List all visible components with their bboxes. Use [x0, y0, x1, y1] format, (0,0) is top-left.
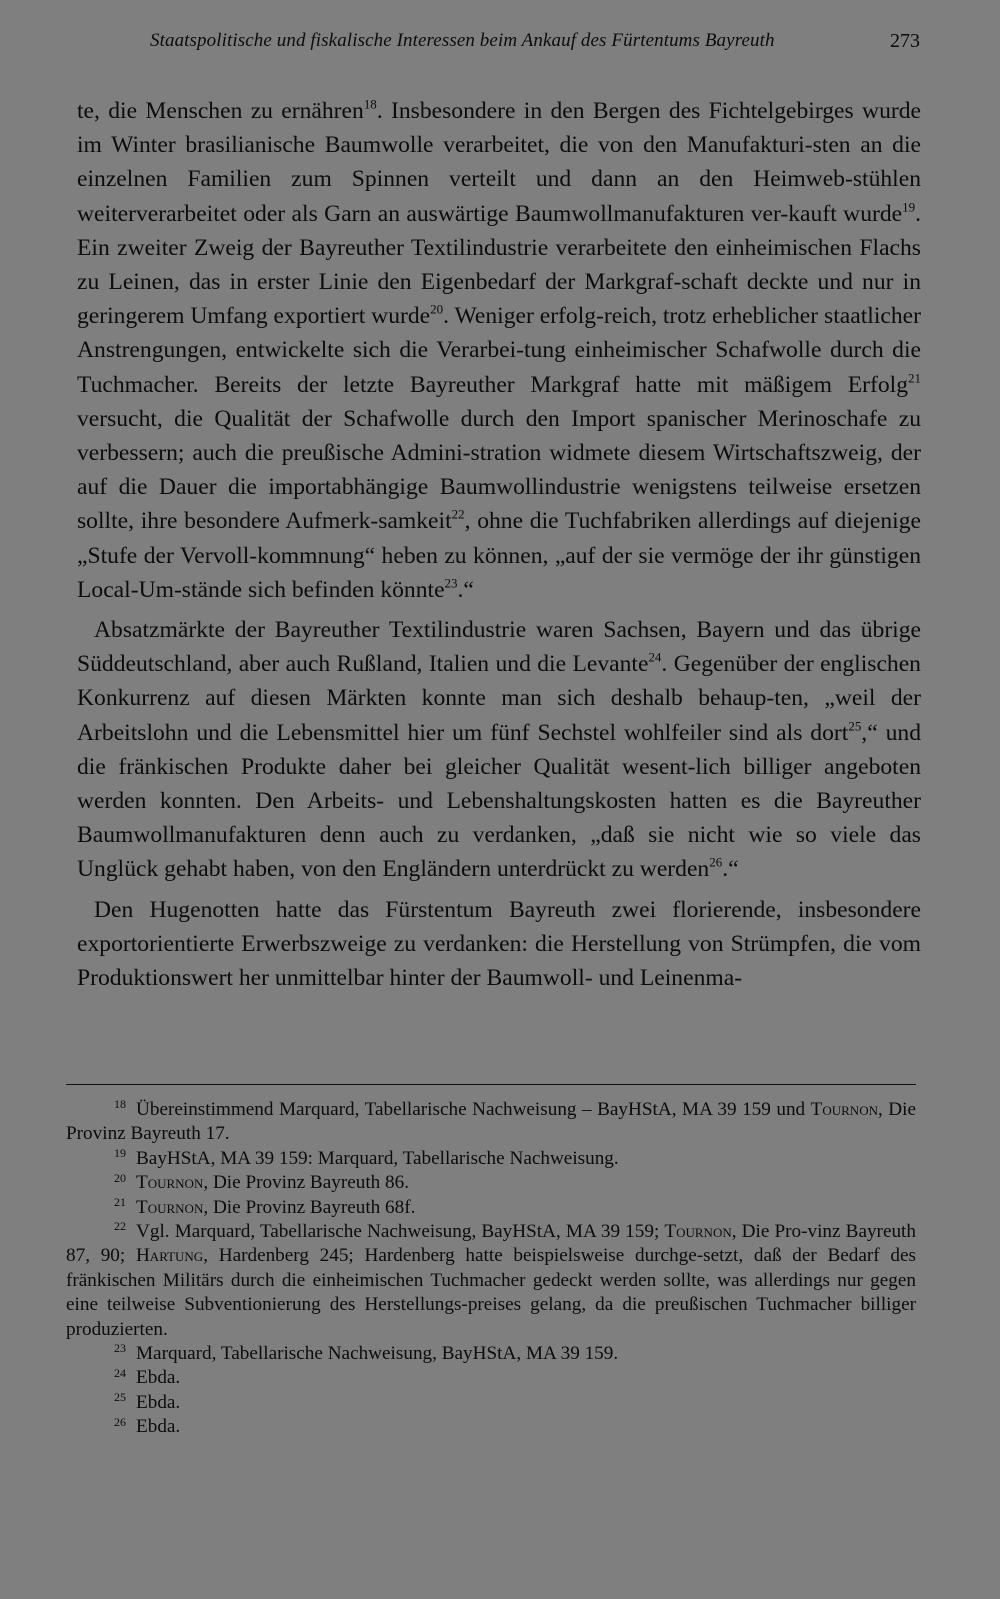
footnote-separator	[66, 1084, 916, 1085]
author-name: Tournon	[136, 1172, 204, 1194]
footnote-text: , Hardenberg 245; Hardenberg hatte beispielsweise durchge-setzt, daß der Bedarf des fränkischen Militärs durch die einheimischen Tuchmacher gedeckt werden sollte, was allerdings nur gegen eine teilweise Subventionierung des Herstellungs-preises gelang, da die preußischen Tuchmacher billiger produzierten.	[66, 1245, 916, 1340]
author-name: Hartung	[135, 1245, 204, 1267]
footnote-text: Marquard, Tabellarische Nachweisung, BayHStA, MA 39 159.	[136, 1343, 619, 1365]
footnote: 18 Übereinstimmend Marquard, Tabellarische Nachweisung – BayHStA, MA 39 159 und Tournon, Die Provinz Bayreuth 17.	[66, 1097, 916, 1145]
page-header	[150, 30, 920, 60]
text-segment: versucht, die Qualität der Schafwolle durch den Import spanischer Merinoschafe zu verbessern; auch die preußische Admini-stration widmete diesem Wirtschaftszweig, der auf die Dauer die importabhängige Baumwollindustrie wenigstens teilweise ersetzen sollte, ihre besondere Aufmerk-samkeit	[77, 405, 921, 535]
paragraph	[77, 613, 921, 887]
text-segment: Absatzmärkte der Bayreuther Textilindustrie waren Sachsen, Bayern und das übrige Süddeutschland, aber auch Rußland, Italien und die Levante	[77, 617, 921, 678]
text-segment: , ohne die Tuchfabriken allerdings auf diejenige „Stufe der Vervoll-kommnung“ heben zu können, „auf der sie vermöge der ihr günstigen Local-Um-stände sich befinden könnte	[77, 508, 921, 603]
page-number: 273	[890, 30, 920, 52]
paragraph	[77, 94, 921, 607]
footnote-ref: 26	[709, 854, 723, 870]
footnote-text: Ebda.	[136, 1367, 181, 1389]
text-segment: .“	[457, 576, 474, 603]
text-segment: Den Hugenotten hatte das Fürstentum Bayreuth zwei florierende, insbesondere exportorientierte Erwerbszweige zu verdanken: die Herstellung von Strümpfen, die vom Produktionswert her unmittelbar hinter der Baumwoll- und Leinenma-	[77, 896, 921, 992]
footnote-text: Übereinstimmend Marquard, Tabellarische Nachweisung – BayHStA, MA 39 159 und	[136, 1099, 811, 1120]
footnote-ref: 22	[451, 506, 465, 522]
footnote: 26 Ebda.	[114, 1414, 181, 1438]
text-segment: te, die Menschen zu ernähren	[77, 98, 364, 124]
footnote: 19 BayHStA, MA 39 159: Marquard, Tabellarische Nachweisung.	[114, 1146, 619, 1169]
footnote-ref: 23	[444, 575, 458, 591]
footnote: 21 Tournon, Die Provinz Bayreuth 68f.	[114, 1195, 416, 1218]
text-segment: . Gegenüber der englischen Konkurrenz auf diesen Märkten konnte man sich deshalb behaup-ten, „weil der Arbeitslohn und die Lebensmittel hier um fünf Sechstel wohlfeiler sind als dort	[77, 651, 921, 746]
text-segment: . Ein zweiter Zweig der Bayreuther Textilindustrie verarbeitete den einheimischen Flachs zu Leinen, das in erster Linie den Eigenbedarf der Markgraf-schaft deckte und nur in geringerem Umfang exportiert wurde	[77, 200, 921, 330]
footnote: 25 Ebda.	[114, 1390, 181, 1413]
footnote-ref: 21	[908, 369, 921, 385]
footnote-text: , Die Provinz Bayreuth 86.	[203, 1172, 410, 1194]
text-segment: . Weniger erfolg-reich, trotz erheblicher staatlicher Anstrengungen, entwickelte sich die Verarbei-tung einheimischer Schafwolle durch die Tuchmacher. Bereits der letzte Bayreuther Markgraf hatte mit mäßigem Erfolg	[77, 303, 921, 398]
main-text	[77, 94, 921, 995]
author-name: Tournon	[664, 1221, 732, 1243]
footnote: 23 Marquard, Tabellarische Nachweisung, BayHStA, MA 39 159.	[114, 1341, 619, 1365]
footnote-ref: 19	[902, 198, 916, 214]
footnote: 22 Vgl. Marquard, Tabellarische Nachweisung, BayHStA, MA 39 159; Tournon, Die Pro-vinz Bayreuth 87, 90; Hartung, Hardenberg 245; Hardenberg hatte beispielsweise durchge-setzt, daß der Bedarf des fränkischen Militärs durch die einheimischen Tuchmacher gedeckt werden sollte, was allerdings nur gegen eine teilweise Subventionierung des Herstellungs-preises gelang, da die preußischen Tuchmacher billiger produzierten.	[66, 1219, 916, 1340]
footnote-ref: 25	[848, 717, 862, 733]
footnote-text: Vgl. Marquard, Tabellarische Nachweisung, BayHStA, MA 39 159;	[136, 1221, 665, 1243]
footnote-text: , Die Provinz Bayreuth 68f.	[203, 1196, 416, 1218]
footnote-text: Ebda.	[136, 1391, 181, 1413]
footnote: 20 Tournon, Die Provinz Bayreuth 86.	[114, 1170, 410, 1194]
author-name: Tournon	[810, 1099, 878, 1120]
text-segment: .“	[722, 856, 739, 883]
footnote-text: , Die Provinz Bayreuth 17.	[66, 1099, 916, 1145]
text-segment: . Insbesondere in den Bergen des Fichtelgebirges wurde im Winter brasilianische Baumwolle verarbeitet, die von den Manufakturi-sten an die einzelnen Familien zum Spinnen verteilt und dann an den Heimweb-stühlen weiterverarbeitet oder als Garn an auswärtige Baumwollmanufakturen ver-kauft wurde	[77, 98, 921, 227]
running-title: Staatspolitische und fiskalische Interessen beim Ankauf des Fürtentums Bayreuth	[150, 30, 775, 51]
author-name: Tournon	[136, 1196, 204, 1218]
footnote: 24 Ebda.	[114, 1365, 181, 1389]
footnote-ref: 18	[363, 96, 377, 112]
footnotes	[66, 1098, 916, 1440]
footnote-text: Ebda.	[136, 1416, 181, 1438]
paragraph	[77, 893, 921, 996]
text-segment: ,“ und die fränkischen Produkte daher bei gleicher Qualität wesent-lich billiger angeboten werden konnten. Den Arbeits- und Lebenshaltungskosten hatten es die Bayreuther Baumwollmanufakturen denn auch zu verdanken, „daß sie nicht wie so viele das Unglück gehabt haben, von den Engländern unterdrückt zu werden	[77, 719, 921, 883]
footnote-text: BayHStA, MA 39 159: Marquard, Tabellarische Nachweisung.	[136, 1147, 619, 1169]
footnote-text: , Die Pro-vinz Bayreuth 87, 90;	[66, 1221, 916, 1267]
footnote-ref: 20	[430, 301, 444, 317]
footnote-ref: 24	[648, 649, 662, 665]
